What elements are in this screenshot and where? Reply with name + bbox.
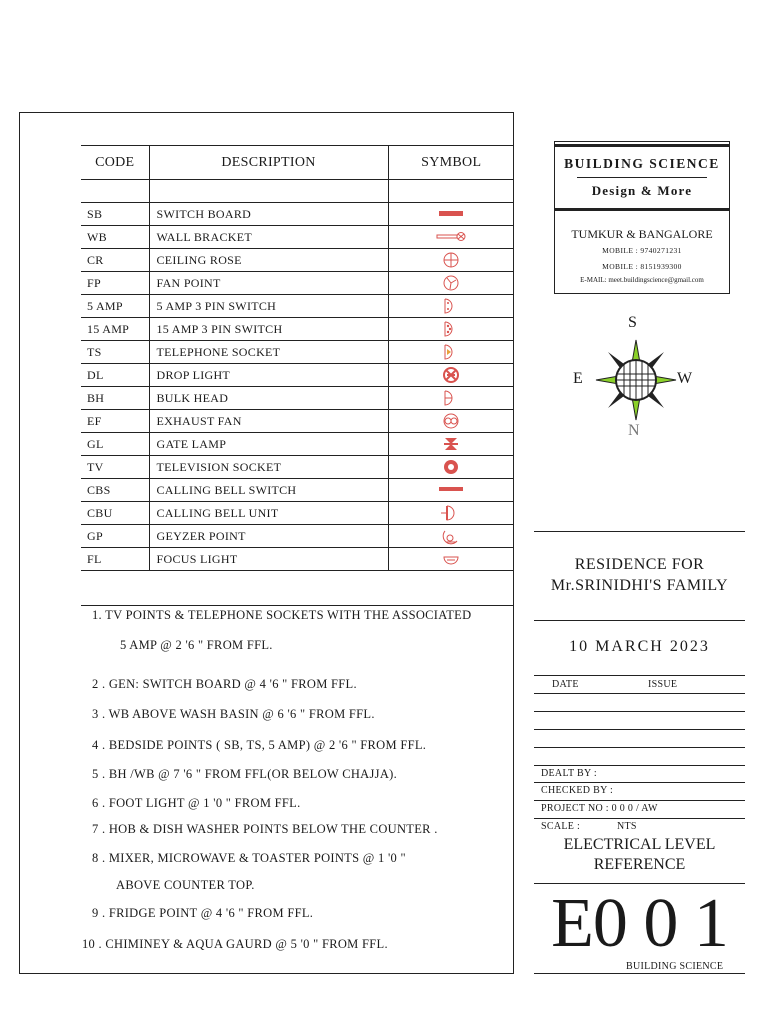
legend-symbol: [388, 479, 514, 502]
legend-description: GEYZER POINT: [149, 525, 388, 548]
legend-code: TV: [81, 456, 149, 479]
project-number: PROJECT NO : 0 0 0 / AW: [541, 803, 658, 814]
drawing-title-line-2: REFERENCE: [593, 856, 686, 873]
15amp-switch-icon: [435, 320, 467, 338]
legend-symbol: [388, 410, 514, 433]
legend-description: 5 AMP 3 PIN SWITCH: [149, 295, 388, 318]
legend-description: TELEPHONE SOCKET: [149, 341, 388, 364]
legend-code: 5 AMP: [81, 295, 149, 318]
legend-symbol: [388, 525, 514, 548]
legend-header-row: [81, 146, 514, 180]
telephone-socket-icon: [435, 343, 467, 361]
legend-symbol: [388, 387, 514, 410]
bell-unit-icon: [435, 504, 467, 522]
dealt-by: DEALT BY :: [541, 768, 597, 779]
legend-row: [81, 433, 514, 456]
title-block-rule-10: [534, 800, 745, 801]
note-5: 5 . BH /WB @ 7 '6 " FROM FFL(OR BELOW CHAJJA).: [92, 767, 398, 781]
legend-description: CALLING BELL UNIT: [149, 502, 388, 525]
legend-row: [81, 410, 514, 433]
code-header: CODE: [81, 146, 149, 180]
legend-symbol: [388, 364, 514, 387]
note-3: 3 . WB ABOVE WASH BASIN @ 6 '6 " FROM FFL.: [92, 707, 375, 721]
legend-symbol: [388, 502, 514, 525]
legend-symbol: [388, 548, 514, 571]
north-compass: [560, 310, 710, 450]
legend-row: [81, 226, 514, 249]
legend-code: CBS: [81, 479, 149, 502]
logo-tagline: Design & More: [591, 183, 693, 198]
legend-symbol: [388, 318, 514, 341]
drawing-title-line-1: ELECTRICAL LEVEL: [563, 836, 716, 853]
note-2: 2 . GEN: SWITCH BOARD @ 4 '6 " FROM FFL.: [92, 677, 357, 691]
legend-description: SWITCH BOARD: [149, 203, 388, 226]
legend-symbol: [388, 249, 514, 272]
legend-code: WB: [81, 226, 149, 249]
title-block-rule-5: [534, 711, 745, 712]
switch-board-icon: [435, 205, 467, 223]
legend-description: WALL BRACKET: [149, 226, 388, 249]
compass-label-right: W: [677, 370, 693, 387]
title-block-rule-3: [534, 675, 745, 676]
5amp-switch-icon: [435, 297, 467, 315]
legend-code: EF: [81, 410, 149, 433]
wall-bracket-icon: [435, 228, 467, 246]
legend-row: [81, 272, 514, 295]
legend-row: [81, 203, 514, 226]
legend-row: [81, 548, 514, 571]
date-column-header: DATE: [552, 679, 579, 690]
note-6: 6 . FOOT LIGHT @ 1 '0 " FROM FFL.: [92, 796, 301, 810]
compass-label-left: E: [573, 370, 583, 387]
legend-code: FL: [81, 548, 149, 571]
compass-rose-icon: [594, 338, 678, 422]
legend-symbol: [388, 433, 514, 456]
legend-row: [81, 295, 514, 318]
title-block-rule-7: [534, 747, 745, 748]
title-block-rule-6: [534, 729, 745, 730]
legend-code: TS: [81, 341, 149, 364]
legend-code: FP: [81, 272, 149, 295]
legend-symbol: [388, 203, 514, 226]
title-block-rule-11: [534, 818, 745, 819]
bell-switch-icon: [435, 481, 467, 499]
description-header: DESCRIPTION: [149, 146, 388, 180]
legend-description: TELEVISION SOCKET: [149, 456, 388, 479]
note-4: 4 . BEDSIDE POINTS ( SB, TS, 5 AMP) @ 2 '6 " FROM FFL.: [92, 738, 427, 752]
legend-row: [81, 502, 514, 525]
note-1: 1. TV POINTS & TELEPHONE SOCKETS WITH THE ASSOCIATED: [92, 608, 472, 622]
legend-description: FOCUS LIGHT: [149, 548, 388, 571]
legend-symbol: [388, 272, 514, 295]
logo-mobile-1: MOBILE : 9740271231: [602, 246, 682, 255]
compass-label-top: S: [628, 314, 637, 331]
title-block-rule-8: [534, 765, 745, 766]
legend-table: [81, 145, 514, 606]
legend-code: SB: [81, 203, 149, 226]
note-1-cont: 5 AMP @ 2 '6 " FROM FFL.: [120, 638, 273, 652]
note-7: 7 . HOB & DISH WASHER POINTS BELOW THE COUNTER .: [92, 822, 438, 836]
legend-row: [81, 525, 514, 548]
legend-description: FAN POINT: [149, 272, 388, 295]
project-title-line-1: RESIDENCE FOR: [574, 556, 705, 573]
title-block-rule-4: [534, 693, 745, 694]
note-8-cont: ABOVE COUNTER TOP.: [116, 878, 255, 892]
logo-title: BUILDING SCIENCE: [564, 156, 720, 171]
logo-divider: [577, 177, 707, 178]
legend-row: [81, 479, 514, 502]
legend-description: BULK HEAD: [149, 387, 388, 410]
scale-value: NTS: [617, 821, 637, 832]
logo-location: TUMKUR & BANGALORE: [571, 227, 713, 241]
legend-symbol: [388, 341, 514, 364]
legend-description: DROP LIGHT: [149, 364, 388, 387]
issue-date: 10 MARCH 2023: [569, 638, 710, 655]
logo-top-bar: [555, 144, 729, 147]
legend-row: [81, 364, 514, 387]
title-block-rule-1: [534, 531, 745, 532]
legend-code: GP: [81, 525, 149, 548]
title-block-rule-2: [534, 620, 745, 621]
legend-symbol: [388, 226, 514, 249]
company-logo-box: [554, 141, 730, 294]
drop-light-icon: [435, 366, 467, 384]
title-block-rule-9: [534, 782, 745, 783]
exhaust-fan-icon: [435, 412, 467, 430]
bulk-head-icon: [435, 389, 467, 407]
legend-code: DL: [81, 364, 149, 387]
legend-code: CR: [81, 249, 149, 272]
logo-email: E-MAIL: meet.buildingscience@gmail.com: [580, 276, 704, 284]
legend-description: GATE LAMP: [149, 433, 388, 456]
legend-code: 15 AMP: [81, 318, 149, 341]
footer-company: BUILDING SCIENCE: [626, 961, 724, 972]
symbol-header: SYMBOL: [388, 146, 514, 180]
note-9: 9 . FRIDGE POINT @ 4 '6 " FROM FFL.: [92, 906, 314, 920]
legend-row: [81, 249, 514, 272]
legend-tail-row: [81, 571, 514, 606]
legend-description: 15 AMP 3 PIN SWITCH: [149, 318, 388, 341]
legend-symbol: [388, 295, 514, 318]
legend-row: [81, 341, 514, 364]
ceiling-rose-icon: [435, 251, 467, 269]
legend-description: CALLING BELL SWITCH: [149, 479, 388, 502]
project-title-line-2: Mr.SRINIDHI'S FAMILY: [550, 577, 729, 594]
legend-symbol: [388, 456, 514, 479]
legend-code: GL: [81, 433, 149, 456]
note-10: 10 . CHIMINEY & AQUA GAURD @ 5 '0 " FROM FFL.: [82, 937, 388, 951]
tv-socket-icon: [435, 458, 467, 476]
checked-by: CHECKED BY :: [541, 785, 614, 796]
scale-label: SCALE :: [541, 821, 581, 832]
legend-row: [81, 456, 514, 479]
logo-mid-bar: [555, 208, 729, 211]
legend-description: CEILING ROSE: [149, 249, 388, 272]
compass-label-bottom: N: [628, 422, 640, 439]
gate-lamp-icon: [435, 435, 467, 453]
legend-code: CBU: [81, 502, 149, 525]
note-8: 8 . MIXER, MICROWAVE & TOASTER POINTS @ 1 '0 ": [92, 851, 406, 865]
logo-mobile-2: MOBILE : 8151939300: [602, 262, 682, 271]
legend-row: [81, 318, 514, 341]
sheet-number: E0 0 1: [551, 885, 728, 962]
legend-row: [81, 387, 514, 410]
geyzer-point-icon: [435, 527, 467, 545]
legend-description: EXHAUST FAN: [149, 410, 388, 433]
focus-light-icon: [435, 550, 467, 568]
issue-column-header: ISSUE: [648, 679, 678, 690]
title-block-rule-13: [534, 973, 745, 974]
fan-point-icon: [435, 274, 467, 292]
legend-code: BH: [81, 387, 149, 410]
legend-blank-row: [81, 180, 514, 203]
